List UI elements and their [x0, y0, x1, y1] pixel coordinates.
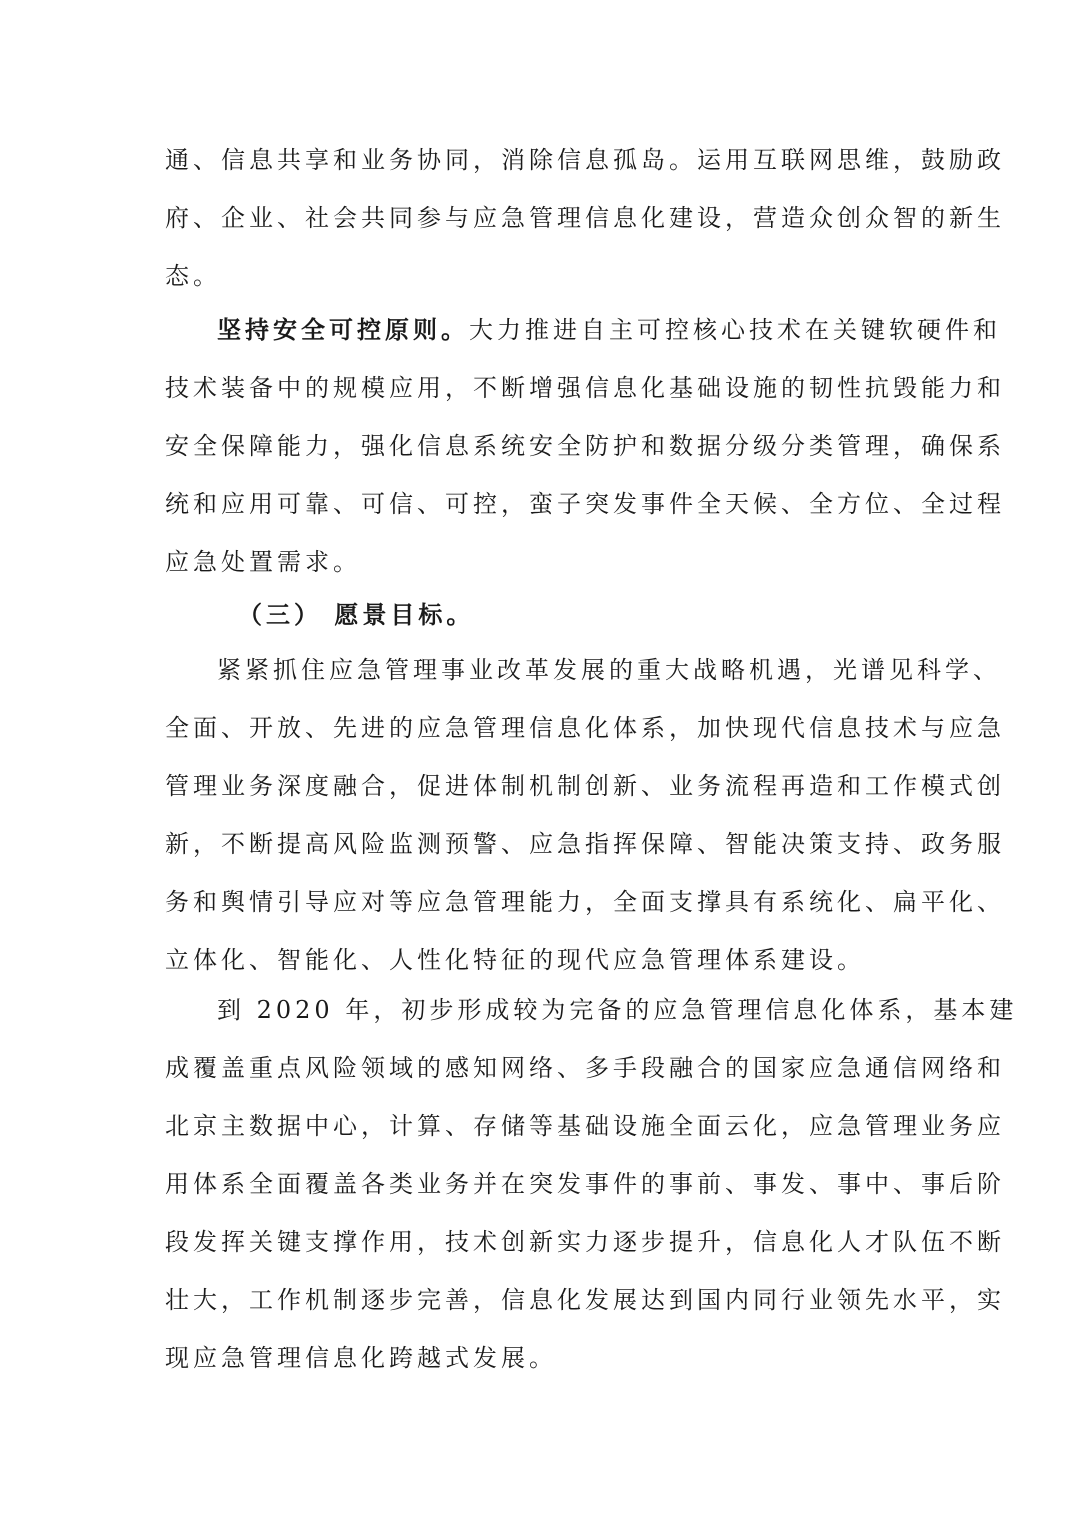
paragraph-1-line: 通、信息共享和业务协同，消除信息孤岛。运用互联网思维，鼓励政 — [165, 146, 1005, 174]
paragraph-4-line: 现应急管理信息化跨越式发展。 — [165, 1344, 557, 1372]
paragraph-4-line: 壮大，工作机制逐步完善，信息化发展达到国内同行业领先水平，实 — [165, 1286, 1005, 1314]
paragraph-1-line: 府、企业、社会共同参与应急管理信息化建设，营造众创众智的新生 — [165, 204, 1005, 232]
paragraph-2-first-line-text: 大力推进自主可控核心技术在关键软硬件和 — [469, 316, 1001, 344]
paragraph-2-line: 安全保障能力，强化信息系统安全防护和数据分级分类管理，确保系 — [165, 432, 1005, 460]
paragraph-3-line: 立体化、智能化、人性化特征的现代应急管理体系建设。 — [165, 946, 865, 974]
paragraph-2-bold-lead: 坚持安全可控原则。 — [217, 316, 469, 344]
paragraph-3-line: 管理业务深度融合，促进体制机制创新、业务流程再造和工作模式创 — [165, 772, 1005, 800]
paragraph-4-line: 用体系全面覆盖各类业务并在突发事件的事前、事发、事中、事后阶 — [165, 1170, 1005, 1198]
paragraph-1 — [165, 131, 1005, 305]
paragraph-4-line: 到 2020 年，初步形成较为完备的应急管理信息化体系，基本建 — [217, 996, 1018, 1024]
paragraph-3-line: 新，不断提高风险监测预警、应急指挥保障、智能决策支持、政务服 — [165, 830, 1005, 858]
paragraph-1-line: 态。 — [165, 262, 221, 290]
paragraph-2-line: 技术装备中的规模应用，不断增强信息化基础设施的韧性抗毁能力和 — [165, 374, 1005, 402]
paragraph-3 — [165, 641, 1005, 989]
paragraph-2-line: 应急处置需求。 — [165, 548, 361, 576]
paragraph-3-line: 全面、开放、先进的应急管理信息化体系，加快现代信息技术与应急 — [165, 714, 1005, 742]
paragraph-3-line: 紧紧抓住应急管理事业改革发展的重大战略机遇，光谱见科学、 — [217, 656, 1001, 684]
paragraph-4-line: 成覆盖重点风险领域的感知网络、多手段融合的国家应急通信网络和 — [165, 1054, 1005, 1082]
paragraph-3-line: 务和舆情引导应对等应急管理能力，全面支撑具有系统化、扁平化、 — [165, 888, 1005, 916]
paragraph-4-line: 段发挥关键支撑作用，技术创新实力逐步提升，信息化人才队伍不断 — [165, 1228, 1005, 1256]
paragraph-4-line: 北京主数据中心，计算、存储等基础设施全面云化，应急管理业务应 — [165, 1112, 1005, 1140]
paragraph-4 — [165, 981, 1018, 1387]
paragraph-2-line: 统和应用可靠、可信、可控，蛮子突发事件全天候、全方位、全过程 — [165, 490, 1005, 518]
paragraph-2 — [165, 301, 1005, 591]
paragraph-2-first-line — [165, 301, 1001, 359]
section-heading: （三） 愿景目标。 — [238, 601, 475, 629]
